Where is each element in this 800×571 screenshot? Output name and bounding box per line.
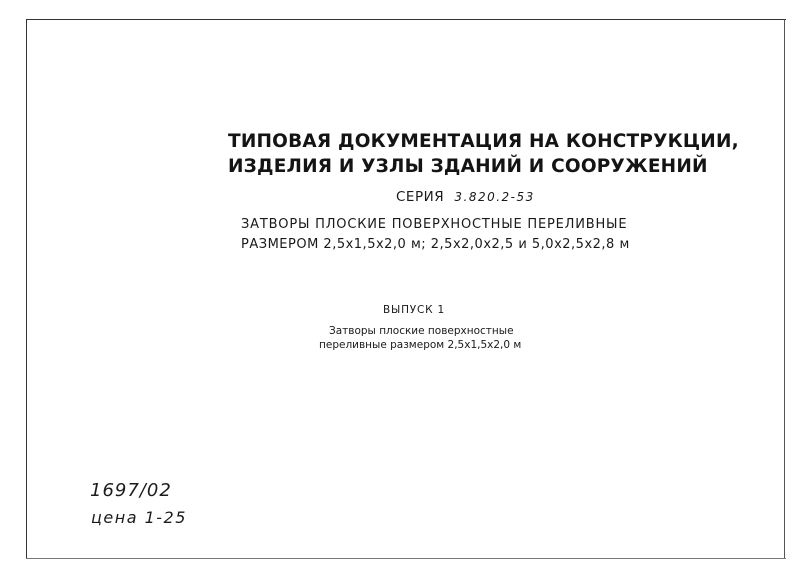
issue-description-line-2: переливные размером 2,5х1,5х2,0 м (319, 339, 522, 351)
series-number: 3.820.2-53 (454, 190, 535, 204)
series-label: СЕРИЯ (396, 189, 445, 205)
document-title-line-1: ТИПОВАЯ ДОКУМЕНТАЦИЯ НА КОНСТРУКЦИИ, (228, 131, 739, 152)
subtitle-line-2: РАЗМЕРОМ 2,5х1,5х2,0 м; 2,5х2,0х2,5 и 5,0х2,5х2,8 м (241, 237, 630, 252)
handwritten-price: цена 1-25 (91, 508, 187, 527)
series-block (396, 189, 535, 205)
subtitle-line-1: ЗАТВОРЫ ПЛОСКИЕ ПОВЕРХНОСТНЫЕ ПЕРЕЛИВНЫЕ (241, 217, 628, 232)
sheet-border-bottom (26, 558, 786, 559)
sheet-border-top (26, 19, 786, 20)
issue-label: ВЫПУСК 1 (383, 304, 445, 316)
document-title-line-2: ИЗДЕЛИЯ И УЗЛЫ ЗДАНИЙ И СООРУЖЕНИЙ (228, 156, 708, 177)
sheet-border-left (26, 19, 27, 559)
handwritten-code: 1697/02 (90, 480, 172, 501)
sheet-border-right (784, 19, 785, 559)
issue-description-line-1: Затворы плоские поверхностные (329, 325, 514, 337)
